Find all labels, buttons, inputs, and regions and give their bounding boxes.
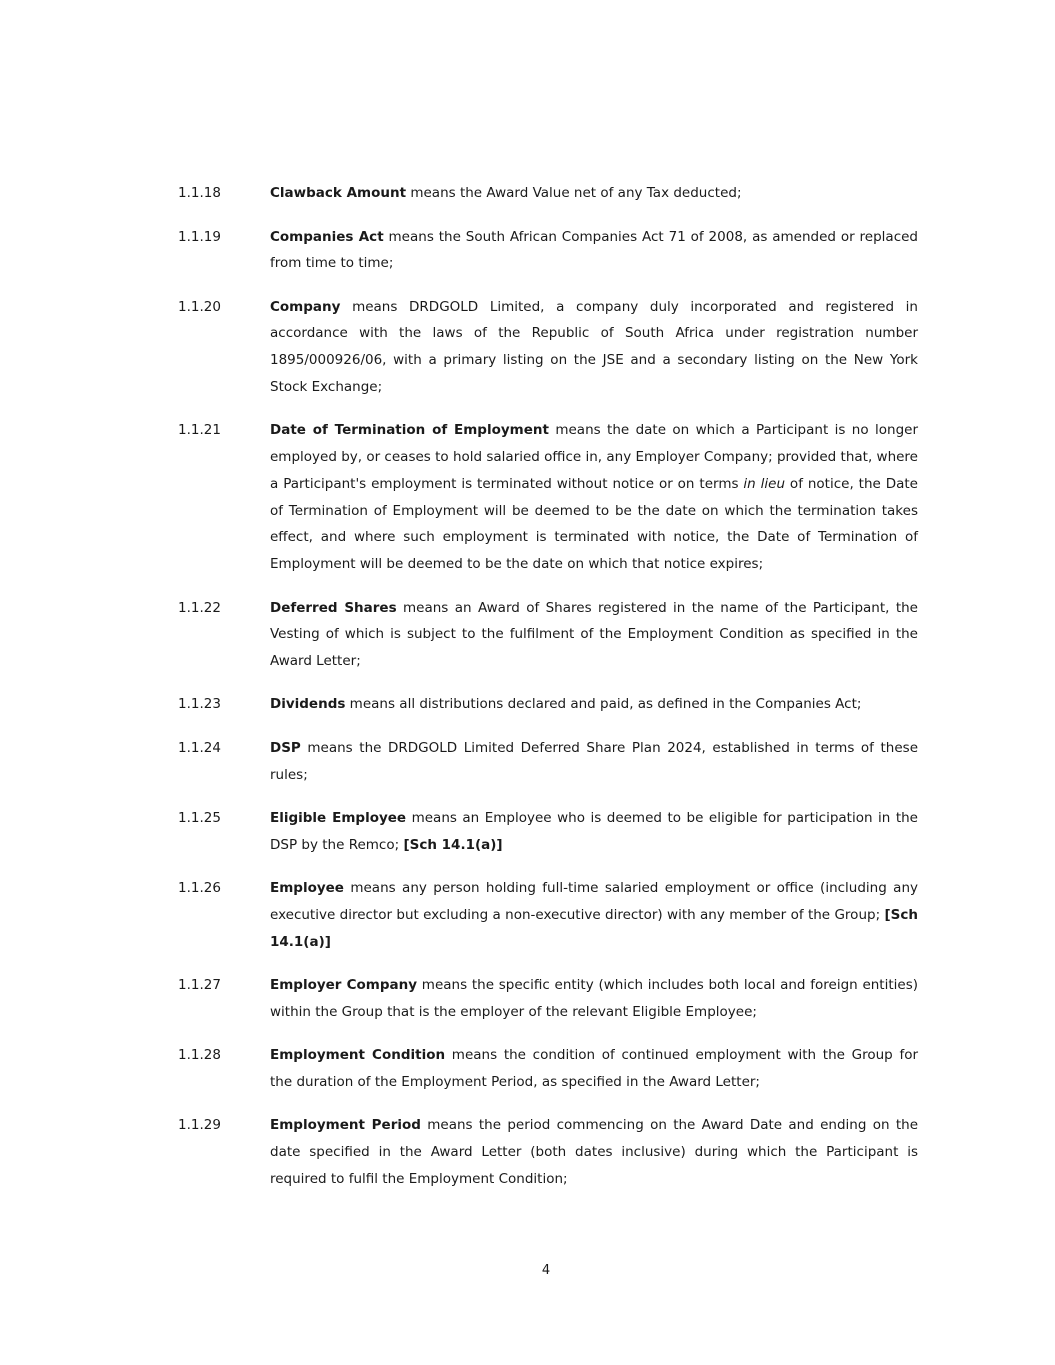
clause-1-1-26 xyxy=(178,875,918,955)
clause-1-1-20 xyxy=(178,294,918,401)
defined-term: Employment Condition xyxy=(270,1047,446,1064)
definition-text: means the South African Companies Act 71 of 2008, as amended or replaced from time to time; xyxy=(270,228,918,272)
clause-body xyxy=(270,180,918,207)
definition-text: means an Award of Shares registered in the name of the Participant, the Vesting of which is subject to the fulfilment of the Employment Condition as specified in the Award Letter; xyxy=(270,599,918,670)
clause-number: 1.1.23 xyxy=(178,696,221,713)
page-number: 4 xyxy=(541,1263,551,1278)
clause-1-1-25 xyxy=(178,805,918,859)
clause-body xyxy=(270,1042,918,1096)
clause-1-1-24 xyxy=(178,735,918,789)
clause-number: 1.1.19 xyxy=(178,228,221,245)
clause-body xyxy=(270,595,918,675)
definition-text: means the period commencing on the Award Date and ending on the date specified in the Award Letter (both dates inclusive) during which the Participant is required to fulfil the Employment Condition; xyxy=(270,1117,918,1187)
clause-body xyxy=(270,805,918,859)
clause-number: 1.1.29 xyxy=(178,1117,221,1134)
definition-text: means any person holding full-time salaried employment or office (including any executive director but excluding a non-executive director) with any member of the Group; xyxy=(270,880,918,923)
defined-term: Eligible Employee xyxy=(270,810,407,827)
clause-number: 1.1.18 xyxy=(178,185,221,201)
definition-text: means an Employee who is deemed to be eligible for participation in the DSP by the Remco; xyxy=(270,810,918,853)
clause-body xyxy=(270,875,918,955)
defined-term: Employee xyxy=(270,880,344,897)
defined-term: Employer Company xyxy=(270,977,418,994)
clause-1-1-29 xyxy=(178,1112,918,1192)
definition-text: means the DRDGOLD Limited Deferred Share Plan 2024, established in terms of these rules; xyxy=(270,739,918,783)
italic-phrase: in lieu xyxy=(743,475,786,492)
clause-1-1-27 xyxy=(178,972,918,1026)
clause-body xyxy=(270,417,918,578)
defined-term: Clawback Amount xyxy=(270,185,407,201)
defined-term: DSP xyxy=(270,739,301,756)
definitions-list xyxy=(178,180,918,1209)
clause-number: 1.1.22 xyxy=(178,599,221,616)
defined-term: Deferred Shares xyxy=(270,599,397,616)
clause-1-1-23 xyxy=(178,691,918,718)
schedule-reference: [Sch 14.1(a)] xyxy=(403,836,503,853)
clause-body xyxy=(270,735,918,789)
clause-number: 1.1.26 xyxy=(178,880,221,897)
clause-1-1-18 xyxy=(178,180,918,207)
definition-text: means all distributions declared and paid, as defined in the Companies Act; xyxy=(345,696,862,713)
defined-term: Dividends xyxy=(270,696,346,713)
clause-number: 1.1.21 xyxy=(178,422,221,439)
definition-text: means the Award Value net of any Tax deducted; xyxy=(406,185,742,201)
clause-body xyxy=(270,224,918,278)
defined-term: Companies Act xyxy=(270,228,384,245)
clause-number: 1.1.24 xyxy=(178,739,221,756)
definition-text-continued: of notice, the Date of Termination of Employment will be deemed to be the date on which the termination takes effect, and where such employment is terminated with notice, the Date of Termination of Employment will be deemed to be the date on which that notice expires; xyxy=(270,475,918,573)
defined-term: Employment Period xyxy=(270,1117,421,1134)
definition-text: means the date on which a Participant is no longer employed by, or ceases to hold salaried office in, any Employer Company; provided that, where a Participant's employment is terminated without notice or on terms xyxy=(270,422,918,492)
clause-1-1-19 xyxy=(178,224,918,278)
definition-text: means DRDGOLD Limited, a company duly incorporated and registered in accordance with the laws of the Republic of South Africa under registration number 1895/000926/06, with a primary listing on the JSE and a secondary listing on the New York Stock Exchange; xyxy=(270,298,918,395)
defined-term: Date of Termination of Employment xyxy=(270,422,549,439)
clause-number: 1.1.28 xyxy=(178,1047,221,1064)
clause-body xyxy=(270,972,918,1026)
definition-text: means the specific entity (which includes both local and foreign entities) within the Group that is the employer of the relevant Eligible Employee; xyxy=(270,977,918,1020)
clause-body xyxy=(270,691,918,718)
defined-term: Company xyxy=(270,298,341,315)
schedule-reference: [Sch 14.1(a)] xyxy=(270,906,918,950)
clause-1-1-28 xyxy=(178,1042,918,1096)
clause-number: 1.1.20 xyxy=(178,298,221,315)
clause-body xyxy=(270,1112,918,1192)
clause-1-1-21 xyxy=(178,417,918,578)
definition-text: means the condition of continued employment with the Group for the duration of the Employment Period, as specified in the Award Letter; xyxy=(270,1047,919,1090)
clause-number: 1.1.25 xyxy=(178,810,221,827)
clause-number: 1.1.27 xyxy=(178,977,221,994)
clause-body xyxy=(270,294,918,401)
clause-1-1-22 xyxy=(178,595,918,675)
